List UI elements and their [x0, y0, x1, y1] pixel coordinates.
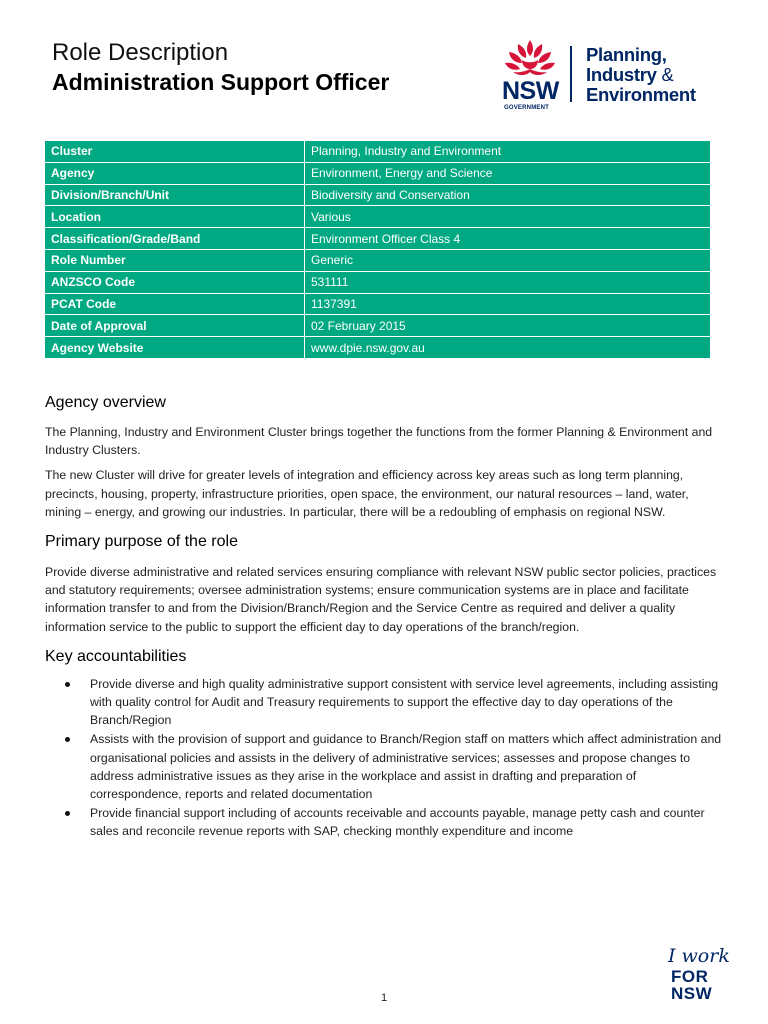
table-row [45, 228, 710, 250]
list-item [45, 675, 725, 730]
row-value: Environment, Energy and Science [305, 162, 711, 184]
table-row [45, 184, 710, 206]
key-accountabilities-heading: Key accountabilities [45, 647, 187, 665]
row-label: Date of Approval [45, 315, 305, 337]
list-item-text: Assists with the provision of support and guidance to Branch/Region staff on matters which affect administration and organisational policies and assists in the delivery of administrative services; assesses and propose changes to address administrative issues as they arise in the workplace and assist in drafting and preparation of correspondence, reports and related documentation [90, 732, 722, 802]
cluster-industry: Industry [586, 64, 657, 85]
nsw-department-logo [500, 38, 715, 111]
cluster-line-3: Environment [586, 84, 696, 105]
title-block [52, 38, 389, 96]
row-label: Agency [45, 162, 305, 184]
agency-website-link[interactable]: www.dpie.nsw.gov.au [305, 337, 711, 359]
list-item [45, 730, 725, 803]
table-row [45, 293, 710, 315]
list-item-text: Provide financial support including of accounts receivable and accounts payable, manage petty cash and counter sales and reconcile revenue reports with SAP, checking monthly expenditure and income [90, 806, 705, 839]
row-label: Location [45, 206, 305, 228]
list-item-text: Provide diverse and high quality administrative support consistent with service level agreements, including assisting with quality control for Audit and Treasury requirements to support the effective day to day operations of the Branch/Region [90, 676, 719, 728]
row-label: PCAT Code [45, 293, 305, 315]
list-item [45, 804, 725, 840]
row-value: Planning, Industry and Environment [305, 141, 711, 162]
row-value: Biodiversity and Conservation [305, 184, 711, 206]
cluster-line-2 [586, 65, 696, 85]
row-label: Cluster [45, 141, 305, 162]
bullet-icon [65, 811, 70, 816]
document-type: Role Description [52, 39, 229, 66]
i-work-for-nsw-logo [668, 946, 728, 1010]
table-row [45, 162, 710, 184]
nsw-wordmark: NSW [502, 77, 559, 105]
agency-overview-paragraph-2: The new Cluster will drive for greater levels of integration and efficiency across key areas such as long term planning, precincts, housing, property, infrastructure priorities, open space, the environment, our natural resources – land, water, mining – energy, and growing our industries. In particular, there will be a redoubling of emphasis on regional NSW. [45, 468, 689, 519]
row-value: Various [305, 206, 711, 228]
cluster-name [586, 45, 696, 105]
iwork-script-text: I work [668, 945, 730, 967]
table-row [45, 337, 710, 359]
bullet-icon [65, 737, 70, 742]
row-label: Division/Branch/Unit [45, 184, 305, 206]
document-body [45, 392, 725, 842]
row-value: 531111 [305, 271, 711, 293]
agency-overview-paragraph-1: The Planning, Industry and Environment Cluster brings together the functions from the former Planning & Environment and Industry Clusters. [45, 425, 713, 458]
iwork-for-text: FOR [671, 967, 709, 986]
table-row [45, 206, 710, 228]
row-value: Generic [305, 249, 711, 271]
primary-purpose-paragraph: Provide diverse administrative and related services ensuring compliance with relevant NSW public sector policies, practices and statutory requirements; oversee administration systems; ensure communication systems are in place and facilitate information transfer to and from the Division/Branch/Region and the Service Centre as required and deliver a quality information service to the public to support the efficient day to day operations of the branch/region. [45, 565, 717, 634]
table-row [45, 315, 710, 337]
bullet-icon [65, 682, 70, 687]
row-value: 02 February 2015 [305, 315, 711, 337]
government-label: GOVERNMENT [504, 105, 550, 111]
row-label: Role Number [45, 249, 305, 271]
table-row [45, 249, 710, 271]
primary-purpose-heading: Primary purpose of the role [45, 533, 238, 551]
table-row [45, 141, 710, 162]
role-details-table [45, 141, 710, 359]
row-label: ANZSCO Code [45, 271, 305, 293]
iwork-nsw-text: NSW [671, 984, 713, 1003]
agency-overview-heading: Agency overview [45, 394, 166, 411]
accountabilities-list [45, 675, 725, 841]
table-row [45, 271, 710, 293]
row-value: 1137391 [305, 293, 711, 315]
row-value: Environment Officer Class 4 [305, 228, 711, 250]
role-title: Administration Support Officer [52, 69, 390, 95]
row-label: Agency Website [45, 337, 305, 359]
cluster-ampersand: & [661, 64, 674, 85]
row-label: Classification/Grade/Band [45, 228, 305, 250]
cluster-line-1: Planning, [586, 44, 667, 65]
logo-divider [570, 46, 572, 102]
page-number: 1 [380, 992, 388, 1004]
